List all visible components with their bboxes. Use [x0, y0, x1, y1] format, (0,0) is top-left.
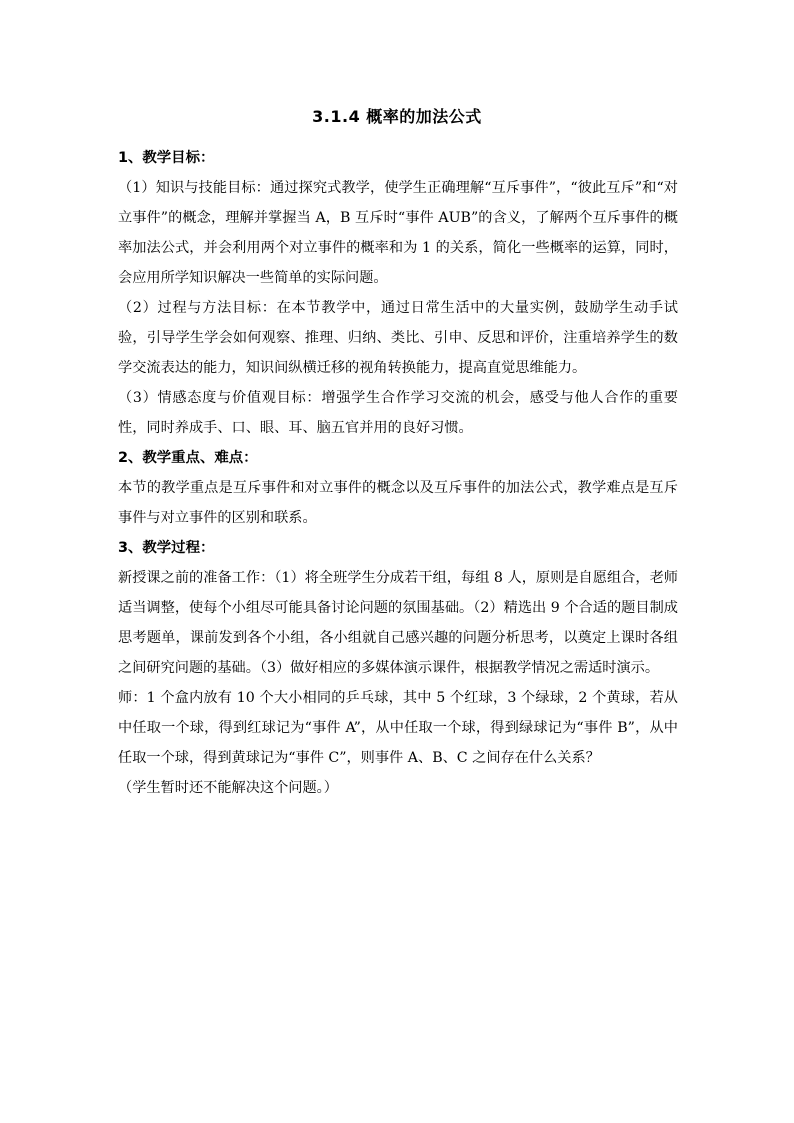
paragraph-preparation: 新授课之前的准备工作：（1）将全班学生分成若干组，每组 8 人，原则是自愿组合，老师适当调整，使每个小组尽可能具备讨论问题的氛围基础。（2）精选出 9 个合适的题目制成思考题单，课前发到各个小组，各小组就自己感兴趣的问题分析思考，以奠定上课时各组之间研究问题的基础。（3）做好相应的多媒体演示课件，根据教学情况之需适时演示。 — [118, 570, 678, 676]
paragraph-knowledge-goal: （1）知识与技能目标：通过探究式教学，使学生正确理解“互斥事件”，“彼此互斥”和“对立事件”的概念，理解并掌握当 A，B 互斥时“事件 AUB”的含义，了解两个互斥事件的概率加法公式，并会利用两个对立事件的概率和为 1 的关系，简化一些概率的运算，同时，会应用所学知识解决一些简单的实际问题。 — [118, 180, 678, 286]
paragraph-key-points: 本节的教学重点是互斥事件和对立事件的概念以及互斥事件的加法公式，教学难点是互斥事件与对立事件的区别和联系。 — [118, 480, 678, 526]
section-heading-objectives: 1、教学目标： — [118, 150, 215, 166]
paragraph-attitude-goal: （3）情感态度与价值观目标：增强学生合作学习交流的机会，感受与他人合作的重要性，同时养成手、口、眼、耳、脑五官并用的良好习惯。 — [118, 390, 678, 436]
section-heading-process: 3、教学过程： — [118, 540, 215, 556]
document-body — [118, 143, 678, 803]
paragraph-teacher-question: 师：1 个盒内放有 10 个大小相同的乒乓球，其中 5 个红球，3 个绿球，2 个黄球，若从中任取一个球，得到红球记为“事件 A”，从中任取一个球，得到绿球记为“事件 B”，从中任取一个球，得到黄球记为“事件 C”，则事件 A、B、C 之间存在什么关系？ — [118, 690, 678, 766]
paragraph-student-response: （学生暂时还不能解决这个问题。） — [118, 780, 338, 796]
section-heading-key-points: 2、教学重点、难点： — [118, 450, 258, 466]
document-title: 3.1.4 概率的加法公式 — [312, 107, 482, 126]
paragraph-process-goal: （2）过程与方法目标：在本节教学中，通过日常生活中的大量实例，鼓励学生动手试验，引导学生学会如何观察、推理、归纳、类比、引申、反思和评价，注重培养学生的数学交流表达的能力，知识间纵横迁移的视角转换能力，提高直觉思维能力。 — [118, 300, 678, 376]
